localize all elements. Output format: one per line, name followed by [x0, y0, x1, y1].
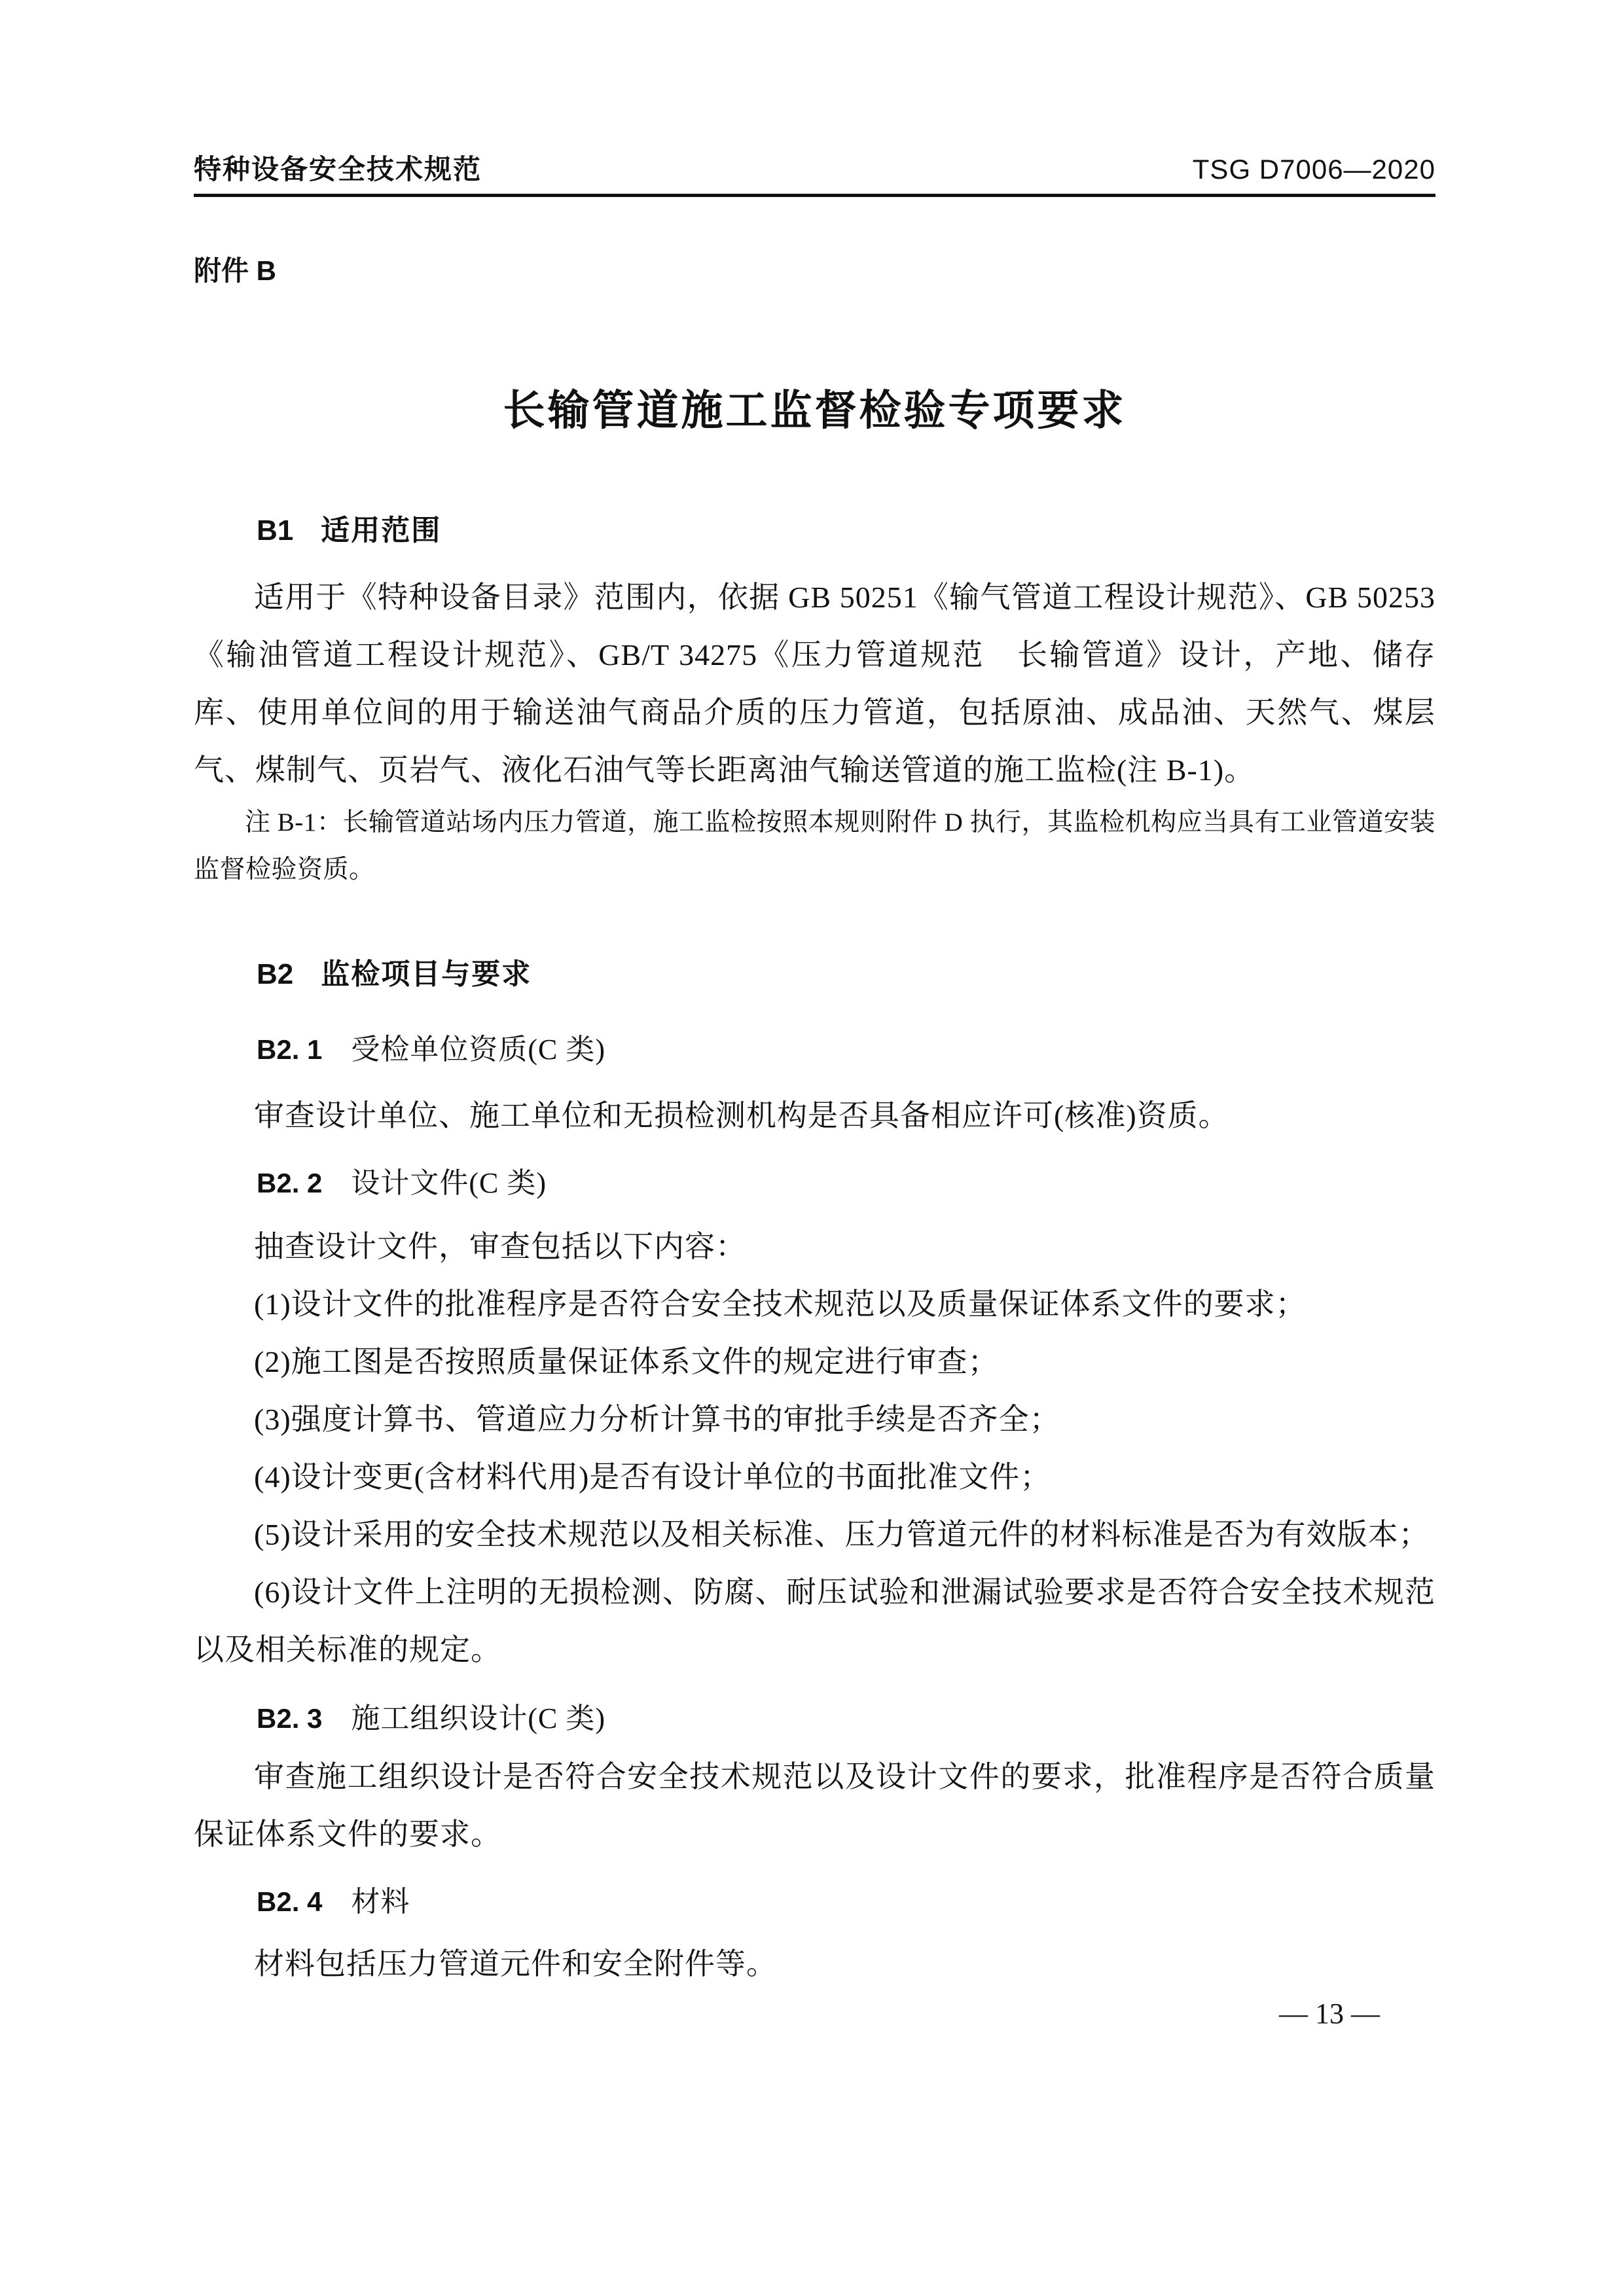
section-b1-heading: [194, 516, 1435, 545]
section-b1-number: B1: [257, 514, 294, 547]
section-b2-3-number: B2. 3: [257, 1703, 323, 1734]
section-b2-2-heading: [194, 1169, 1435, 1198]
section-b2-3-title: 施工组织设计(C 类): [351, 1702, 606, 1734]
section-b2-1-title: 受检单位资质(C 类): [351, 1033, 606, 1066]
b2-4-paragraph: 材料包括压力管道元件和安全附件等。: [254, 1947, 777, 1981]
b2-3-paragraph: 审查施工组织设计是否符合安全技术规范以及设计文件的要求，批准程序是否符合质量保证体系文件的要求。: [194, 1760, 1435, 1851]
section-b2-4-body: [194, 1935, 1435, 1993]
doc-title: 长输管道施工监督检验专项要求: [503, 387, 1127, 434]
b2-1-paragraph: 审查设计单位、施工单位和无损检测机构是否具备相应许可(核准)资质。: [254, 1099, 1229, 1132]
doc-code: TSG D7006—2020: [1192, 154, 1435, 185]
section-b2-4-heading: [194, 1888, 1435, 1916]
b2-2-item-6: (6)设计文件上注明的无损检测、防腐、耐压试验和泄漏试验要求是否符合安全技术规范以及相关标准的规定。: [194, 1575, 1435, 1666]
b1-paragraph: 适用于《特种设备目录》范围内，依据 GB 50251《输气管道工程设计规范》、GB 50253《输油管道工程设计规范》、GB/T 34275《压力管道规范 长输管道》设计，产地、储存库、使用单位间的用于输送油气商品介质的压力管道，包括原油、成品油、天然气、煤层气、煤制气、页岩气、液化石油气等长距离油气输送管道的施工监检(注 B-1)。: [194, 581, 1435, 787]
section-b1-title: 适用范围: [321, 514, 442, 547]
b2-2-item-1: (1)设计文件的批准程序是否符合安全技术规范以及质量保证体系文件的要求；: [254, 1287, 1307, 1321]
section-b2-4-title: 材料: [351, 1886, 410, 1918]
b2-2-intro: 抽查设计文件，审查包括以下内容：: [254, 1230, 746, 1263]
section-b2-3-body: [194, 1748, 1435, 1863]
section-b2-1-heading: [194, 1035, 1435, 1064]
b1-note-text: 注 B-1：长输管道站场内压力管道，施工监检按照本规则附件 D 执行，其监检机构应当具有工业管道安装监督检验资质。: [194, 808, 1435, 884]
b2-2-item-4: (4)设计变更(含材料代用)是否有设计单位的书面批准文件；: [254, 1460, 1051, 1494]
section-b2-2-title: 设计文件(C 类): [351, 1167, 547, 1199]
section-b2-heading: [194, 960, 1435, 989]
spec-title: 特种设备安全技术规范: [194, 154, 482, 185]
page-footer: [194, 2000, 1435, 2028]
attachment-label: 附件 B: [194, 255, 277, 286]
section-b2-2-number: B2. 2: [257, 1168, 323, 1198]
section-b2-1-body: [194, 1087, 1435, 1145]
page-number: — 13 —: [1279, 1998, 1380, 2030]
b2-2-item-2: (2)施工图是否按照质量保证体系文件的规定进行审查；: [254, 1345, 999, 1378]
section-b2-3-heading: [194, 1704, 1435, 1733]
b2-2-item-5: (5)设计采用的安全技术规范以及相关标准、压力管道元件的材料标准是否为有效版本；: [254, 1518, 1430, 1551]
b2-2-item-3: (3)强度计算书、管道应力分析计算书的审批手续是否齐全；: [254, 1403, 1060, 1436]
section-b2-2-body: [194, 1218, 1435, 1679]
page-header: [194, 156, 1435, 197]
b1-note: [194, 799, 1435, 893]
section-b2-number: B2: [257, 958, 294, 990]
section-b2-title: 监检项目与要求: [321, 958, 532, 990]
section-b2-1-number: B2. 1: [257, 1034, 323, 1065]
section-b2-4-number: B2. 4: [257, 1886, 323, 1917]
section-b1-body: [194, 569, 1435, 799]
